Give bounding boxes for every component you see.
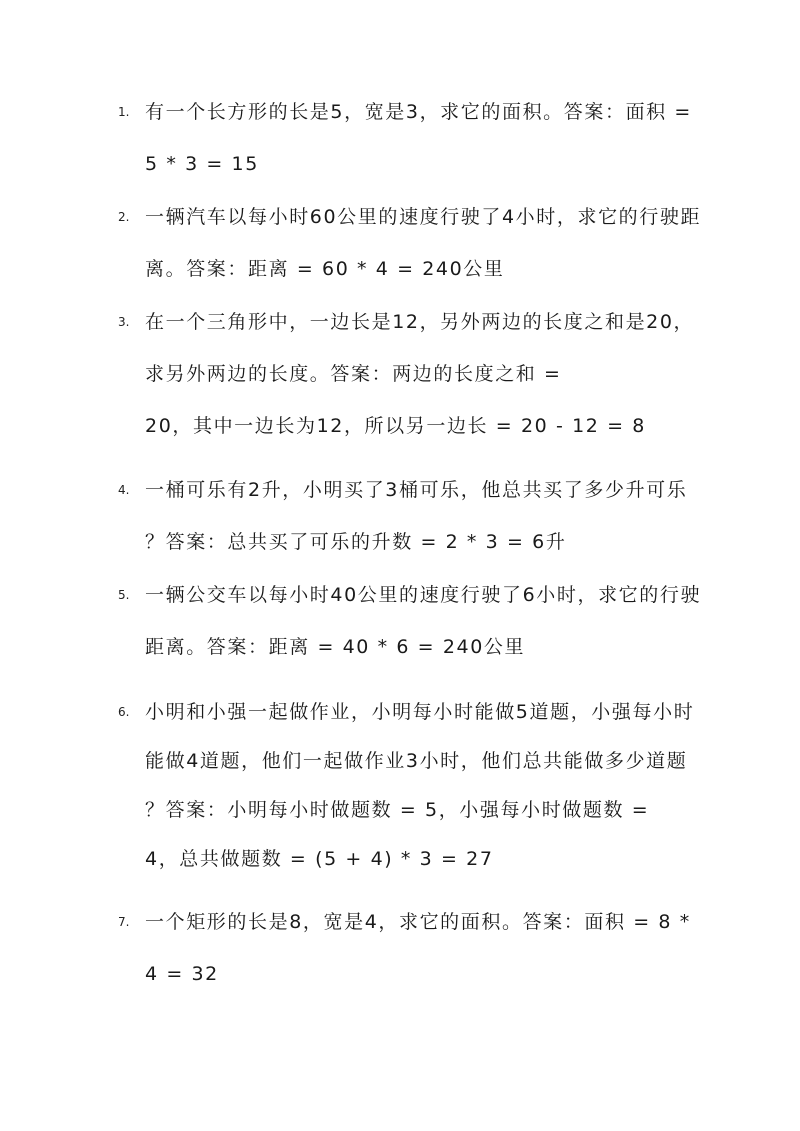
problem-text-line: 4 = 32	[145, 963, 219, 985]
problem-text-line: 4，总共做题数 = (5 + 4) * 3 = 27	[145, 848, 494, 870]
problem-text-line: 小明和小强一起做作业，小明每小时能做5道题，小强每小时	[145, 701, 695, 723]
problem-number: 7.	[118, 915, 130, 929]
problem-text-line: 求另外两边的长度。答案：两边的长度之和 =	[145, 363, 562, 385]
problem-text-line: 一辆汽车以每小时60公里的速度行驶了4小时，求它的行驶距	[145, 206, 702, 228]
problem-number: 1.	[118, 105, 130, 119]
problem-text-line: 在一个三角形中，一边长是12，另外两边的长度之和是20，	[145, 311, 695, 333]
problem-text-line: 一辆公交车以每小时40公里的速度行驶了6小时，求它的行驶	[145, 584, 702, 606]
problem-text-line: 5 * 3 = 15	[145, 153, 259, 175]
problem-text-line: ？答案：总共买了可乐的升数 = 2 * 3 = 6升	[145, 531, 567, 553]
problem-text-line: 一桶可乐有2升，小明买了3桶可乐，他总共买了多少升可乐	[145, 479, 688, 501]
problem-text-line: 离。答案：距离 = 60 * 4 = 240公里	[145, 258, 505, 280]
problem-text-line: 距离。答案：距离 = 40 * 6 = 240公里	[145, 636, 526, 658]
problem-text-line: 有一个长方形的长是5，宽是3，求它的面积。答案：面积 =	[145, 101, 692, 123]
problem-number: 3.	[118, 315, 130, 329]
problem-text-line: 能做4道题，他们一起做作业3小时，他们总共能做多少道题	[145, 750, 688, 772]
problem-text-line: 20，其中一边长为12，所以另一边长 = 20 - 12 = 8	[145, 415, 646, 437]
problem-number: 2.	[118, 210, 130, 224]
problem-number: 6.	[118, 705, 130, 719]
problem-number: 5.	[118, 588, 130, 602]
problem-text-line: 一个矩形的长是8，宽是4，求它的面积。答案：面积 = 8 *	[145, 911, 691, 933]
problem-number: 4.	[118, 483, 130, 497]
problem-text-line: ？答案：小明每小时做题数 = 5，小强每小时做题数 =	[145, 799, 650, 821]
